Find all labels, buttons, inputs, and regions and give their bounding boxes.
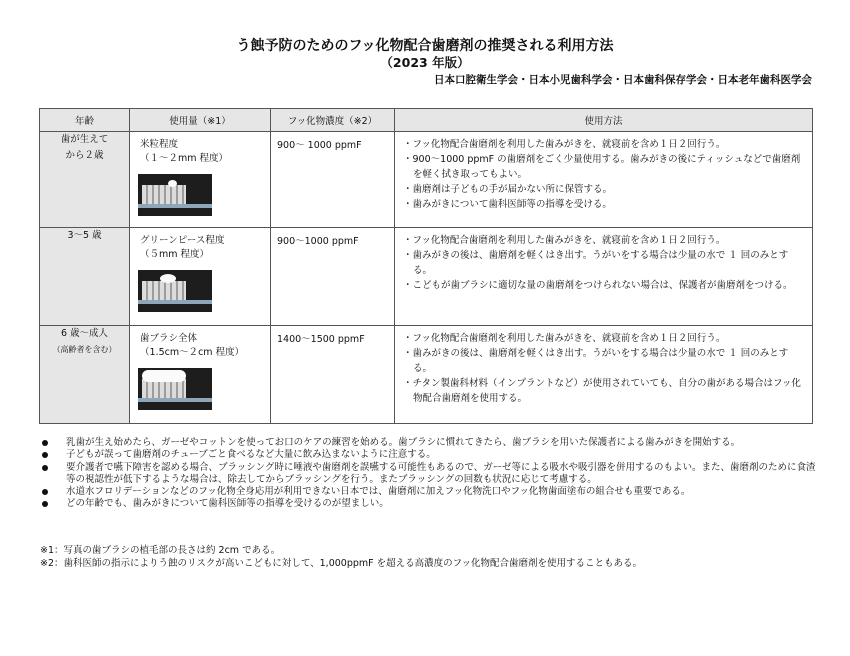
amount-cell: 米粒程度 （１～２mm 程度） [130,132,271,228]
usage-item: ・ 歯みがきの後は、歯磨剤を軽くはき出す。うがいをする場合は少量の水で １ 回のみとする。 [403,248,804,278]
page-subtitle: （2023 年版） [380,55,470,70]
recommendation-table [39,108,813,424]
table-row [40,228,813,326]
header-age: 年齢 [40,109,130,132]
age-cell: 6 歳～成人 （高齢者を含む） [40,326,130,424]
concentration-cell: 900～ 1000 ppmF [271,132,395,228]
note-item: 要介護者で嚥下障害を認める場合、ブラッシング時に唾液や歯磨剤を誤嚥する可能性もあるので、ガーゼ等による吸水や吸引器を併用するのもよい。また、歯磨剤のために食渣等の視認性が低下するような場合は、除去してからブラッシングを行う。またブラッシングの回数も状況に応じて考慮する。 [40,462,816,487]
concentration-cell: 1400～1500 ppmF [271,326,395,424]
usage-cell [395,326,813,424]
page-title: う蝕予防のためのフッ化物配合歯磨剤の推奨される利用方法 [236,38,614,54]
usage-item: ・ こどもが歯ブラシに適切な量の歯磨剤をつけられない場合は、保護者が歯磨剤をつける。 [403,278,804,293]
footnote-2: ※2：歯科医師の指示によりう蝕のリスクが高いこどもに対して、1,000ppmF を超える高濃度のフッ化物配合歯磨剤を使用することもある。 [40,557,642,569]
age-cell: 3～5 歳 [40,228,130,326]
usage-item: ・ チタン製歯科材料（インプラントなど）が使用されていても、自分の歯がある場合はフッ化物配合歯磨剤を使用する。 [403,376,804,406]
amount-cell: 歯ブラシ全体 （1.5cm～２cm 程度） [130,326,271,424]
amount-cell: グリーンピース程度 （５mm 程度） [130,228,271,326]
toothbrush-photo [138,368,212,410]
usage-item: ・ 900～1000 ppmF の歯磨剤をごく少量使用する。歯みがきの後にティッシュなどで歯磨剤を軽く拭き取ってもよい。 [403,152,804,182]
age-cell: 歯が生えて から２歳 [40,132,130,228]
header-concentration: フッ化物濃度（※2） [271,109,395,132]
note-item: 乳歯が生え始めたら、ガーゼやコットンを使ってお口のケアの練習を始める。歯ブラシに慣れてきたら、歯ブラシを用いた保護者による歯みがきを開始する。 [40,437,816,449]
usage-item: ・ フッ化物配合歯磨剤を利用した歯みがきを、就寝前を含め１日２回行う。 [403,233,804,248]
note-item: 水道水フロリデーションなどのフッ化物全身応用が利用できない日本では、歯磨剤に加えフッ化物洗口やフッ化物歯面塗布の組合せも重要である。 [40,486,816,498]
header-usage: 使用方法 [395,109,813,132]
usage-cell [395,132,813,228]
societies-line: 日本口腔衛生学会・日本小児歯科学会・日本歯科保存学会・日本老年歯科医学会 [434,74,812,86]
footnotes [40,545,642,570]
footnote-1: ※1：写真の歯ブラシの植毛部の長さは約 2cm である。 [40,545,281,556]
usage-item: ・ 歯みがきについて歯科医師等の指導を受ける。 [403,197,804,212]
header-amount: 使用量（※1） [130,109,271,132]
notes-list [40,437,816,511]
note-item: 子どもが誤って歯磨剤のチューブごと食べるなど大量に飲み込まないように注意する。 [40,449,816,461]
table-row [40,326,813,424]
usage-item: ・ フッ化物配合歯磨剤を利用した歯みがきを、就寝前を含め１日２回行う。 [403,331,804,346]
usage-item: ・ 歯磨剤は子どもの手が届かない所に保管する。 [403,182,804,197]
concentration-cell: 900～1000 ppmF [271,228,395,326]
usage-item: ・ 歯みがきの後は、歯磨剤を軽くはき出す。うがいをする場合は少量の水で １ 回のみとする。 [403,346,804,376]
usage-cell [395,228,813,326]
usage-item: ・ フッ化物配合歯磨剤を利用した歯みがきを、就寝前を含め１日２回行う。 [403,137,804,152]
toothbrush-photo [138,174,212,216]
table-header-row [40,109,813,132]
toothbrush-photo [138,270,212,312]
note-item: どの年齢でも、歯みがきについて歯科医師等の指導を受けるのが望ましい。 [40,498,816,510]
table-row [40,132,813,228]
